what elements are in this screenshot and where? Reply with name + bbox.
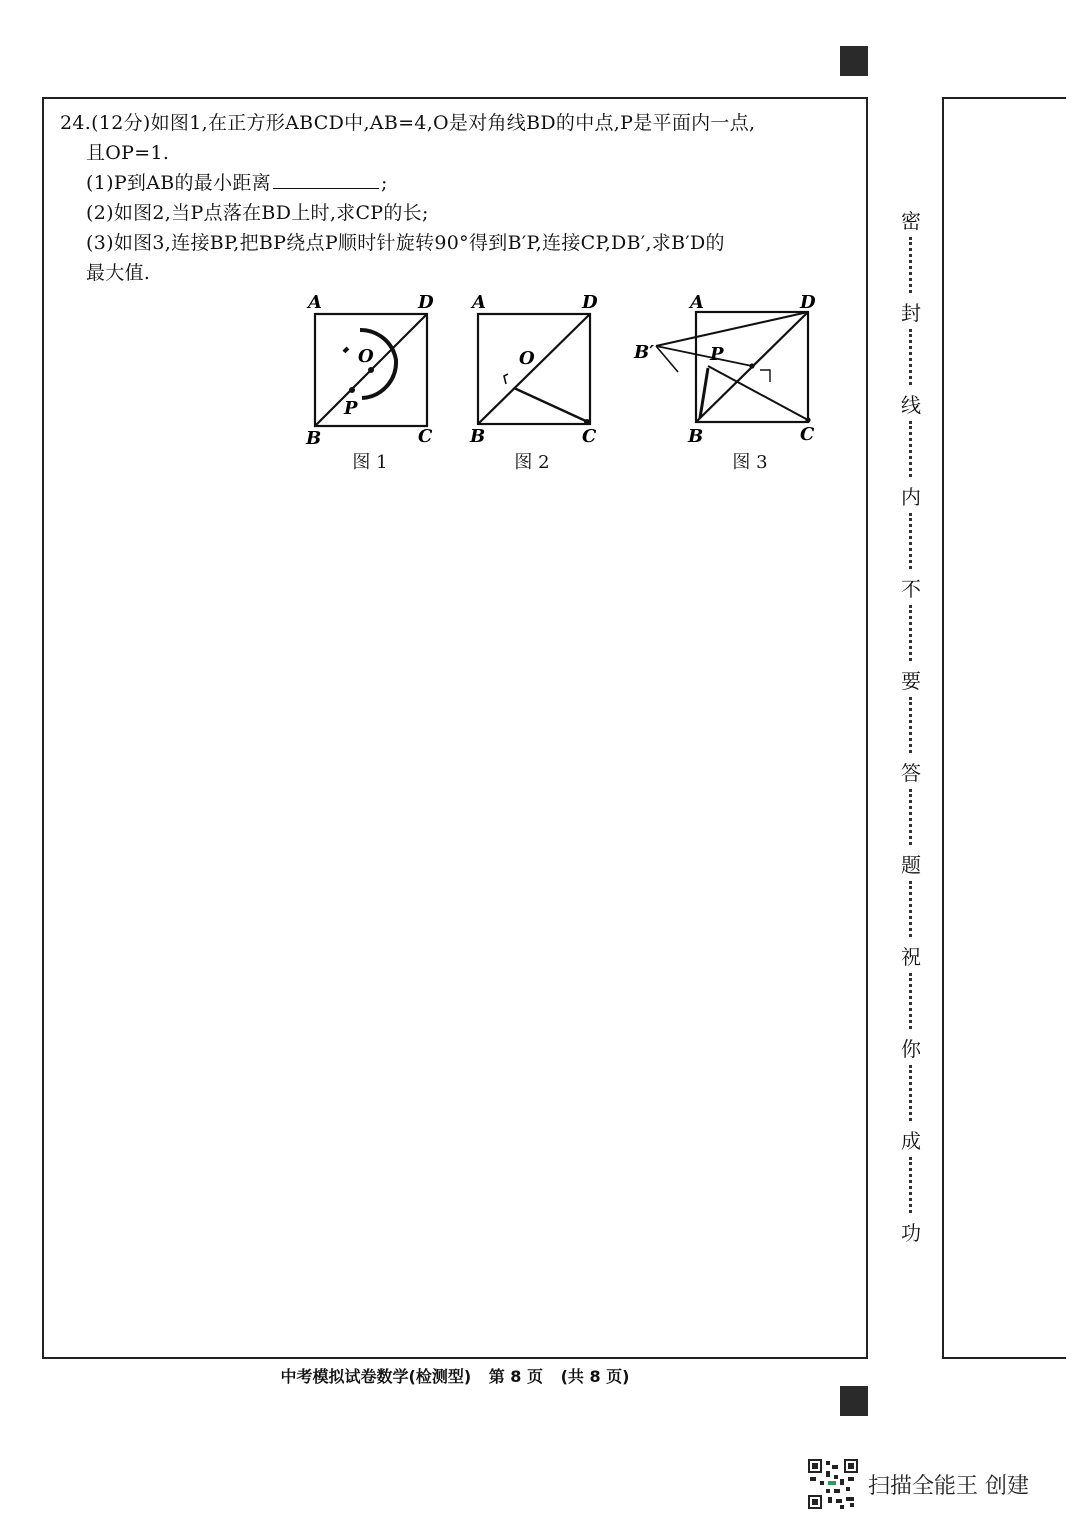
label-b-prime: B′: [634, 342, 654, 363]
seal-dots: [909, 1157, 916, 1213]
question-stem: (12分)如图1,在正方形ABCD中,AB=4,O是对角线BD的中点,P是平面内一点,: [91, 112, 756, 134]
point-o: [368, 367, 374, 373]
seal-char: 不: [901, 577, 921, 601]
point-c: [584, 419, 590, 425]
figure-3: [628, 290, 828, 473]
seal-dots: [909, 237, 916, 293]
seal-char: 封: [901, 301, 921, 325]
scanner-watermark: [808, 1460, 1029, 1508]
seal-char: 题: [901, 853, 921, 877]
seal-dots: [909, 421, 916, 477]
label-a: A: [472, 292, 486, 313]
question-24: [60, 108, 830, 288]
registration-mark-top: [840, 46, 868, 76]
label-c: C: [800, 424, 815, 445]
figure-1-caption: 图 1: [352, 452, 388, 473]
figure-2: [464, 290, 614, 473]
seal-char: 祝: [901, 945, 921, 969]
segment-pc: [708, 366, 808, 420]
scanner-text: 扫描全能王 创建: [868, 1473, 1029, 1499]
seal-dots: [909, 697, 916, 753]
arc-mark-left: [344, 348, 348, 352]
seal-char: 要: [901, 669, 921, 693]
label-d: D: [418, 292, 434, 313]
seal-char: 功: [901, 1221, 921, 1245]
label-d: D: [582, 292, 598, 313]
footer-total: (共 8 页): [560, 1367, 630, 1386]
point-p: [349, 387, 355, 393]
question-part-2: (2)如图2,当P点落在BD上时,求CP的长;: [86, 202, 429, 224]
right-angle-mark: [504, 374, 508, 384]
figure-3-diagram: [628, 290, 828, 450]
part-1-suffix: ;: [380, 172, 388, 194]
label-b: B: [470, 426, 486, 447]
seal-dots: [909, 1065, 916, 1121]
seal-char: 答: [901, 761, 921, 785]
page-footer: [0, 1364, 910, 1387]
figure-2-caption: 图 2: [514, 452, 550, 473]
seal-dots: [909, 513, 916, 569]
diagonal-bd: [478, 314, 590, 424]
footer-title: 中考模拟试卷数学(检测型): [280, 1367, 472, 1386]
seal-char: 你: [901, 1037, 921, 1061]
right-angle-mark: [760, 370, 770, 382]
part-1-text: (1)P到AB的最小距离: [86, 172, 271, 194]
question-part-1: [60, 168, 830, 198]
question-part-3: (3)如图3,连接BP,把BP绕点P顺时针旋转90°得到B′P,连接CP,DB′,求B′D的: [86, 232, 725, 254]
label-a: A: [690, 292, 704, 313]
question-part-3-cont: 最大值.: [86, 262, 151, 284]
point-c: [805, 417, 810, 422]
figure-1-diagram: [300, 290, 450, 450]
binding-frame: [942, 97, 1066, 1359]
seal-dots: [909, 881, 916, 937]
question-number: 24.: [60, 112, 92, 134]
label-o: O: [358, 346, 374, 367]
registration-mark-bottom: [840, 1386, 868, 1416]
label-c: C: [582, 426, 597, 447]
label-a: A: [308, 292, 322, 313]
segment-db-prime: [656, 312, 808, 346]
seal-line: [896, 205, 926, 1255]
figure-1: [300, 290, 450, 473]
label-p: P: [710, 344, 724, 365]
seal-char: 内: [901, 485, 921, 509]
seal-dots: [909, 605, 916, 661]
point-p: [749, 363, 754, 368]
qr-code-icon: [808, 1459, 858, 1509]
question-line-2: 且OP=1.: [86, 142, 170, 164]
label-p: P: [344, 398, 358, 419]
label-c: C: [418, 426, 433, 447]
footer-page: 第 8 页: [488, 1367, 543, 1386]
seal-char: 成: [901, 1129, 921, 1153]
label-d: D: [800, 292, 816, 313]
answer-blank[interactable]: [273, 170, 379, 189]
question-line-1: [60, 108, 830, 138]
label-o: O: [519, 348, 535, 369]
figure-2-diagram: [464, 290, 614, 450]
seal-char: 线: [901, 393, 921, 417]
seal-char: 密: [901, 209, 921, 233]
seal-dots: [909, 789, 916, 845]
segment-pc: [514, 388, 588, 422]
figure-3-caption: 图 3: [732, 452, 768, 473]
label-b: B: [688, 426, 704, 447]
label-b: B: [306, 428, 322, 449]
seal-dots: [909, 329, 916, 385]
seal-dots: [909, 973, 916, 1029]
